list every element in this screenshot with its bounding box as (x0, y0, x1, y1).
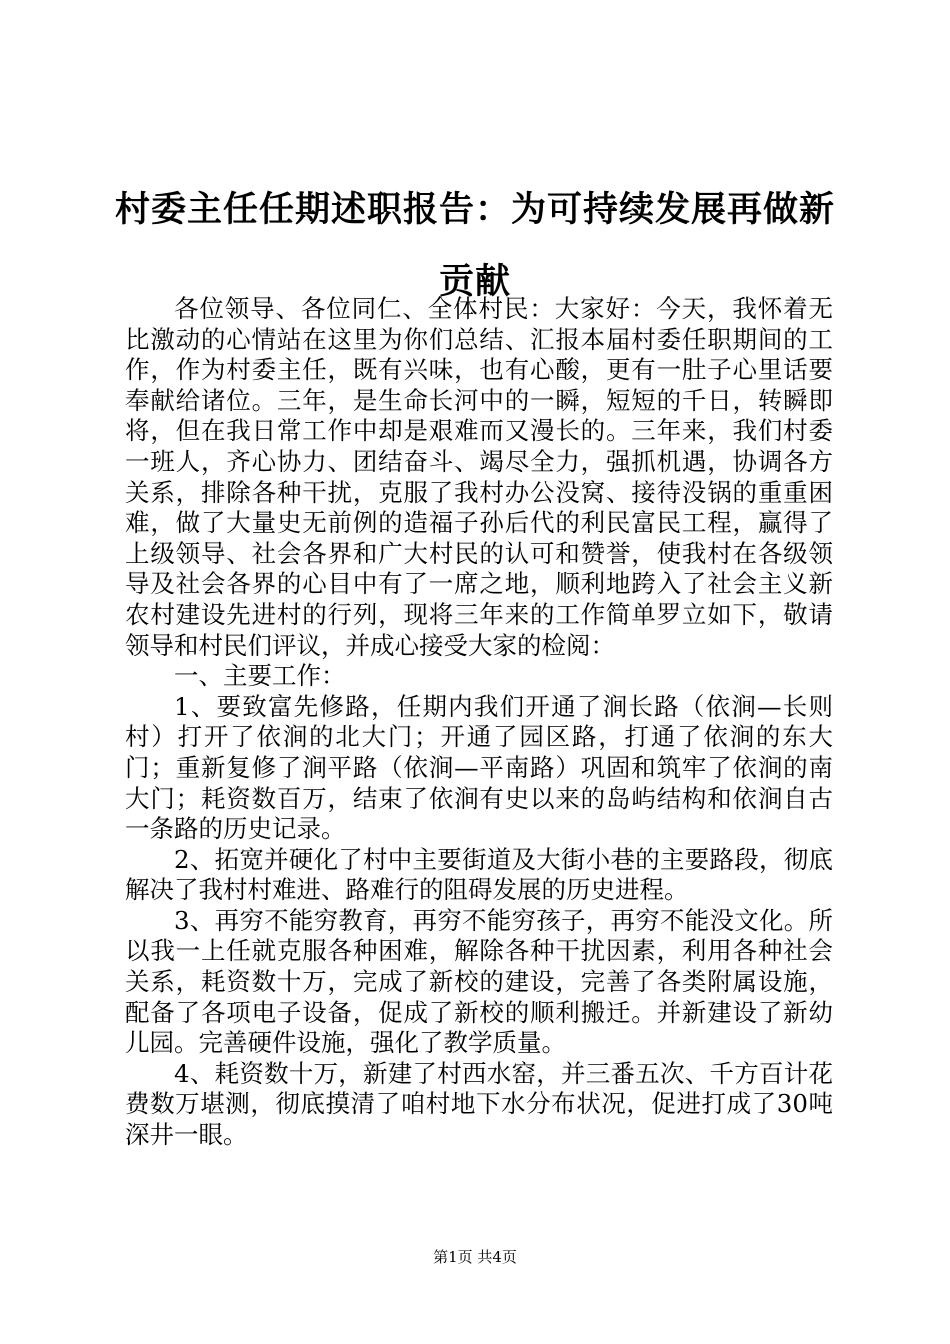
paragraph-intro: 各位领导、各位同仁、全体村民：大家好：今天，我怀着无比激动的心情站在这里为你们总结、汇报本届村委任职期间的工作，作为村委主任，既有兴味，也有心酸，更有一肚子心里话要奉献给诸位。三年，是生命长河中的一瞬，短短的千日，转瞬即将，但在我日常工作中却是艰难而又漫长的。三年来，我们村委一班人，齐心协力、团结奋斗、竭尽全力，强抓机遇，协调各方关系，排除各种干扰，克服了我村办公没窝、接待没锅的重重困难，做了大量史无前例的造福子孙后代的利民富民工程，赢得了上级领导、社会各界和广大村民的认可和赞誉，使我村在各级领导及社会各界的心目中有了一席之地，顺利地跨入了社会主义新农村建设先进村的行列，现将三年来的工作简单罗立如下，敬请领导和村民们评议，并成心接受大家的检阅： (125, 294, 833, 660)
page-number-footer: 第1页 共4页 (433, 1248, 517, 1266)
paragraph-item-4: 4、耗资数十万，新建了村西水窑，并三番五次、千方百计花费数万堪测，彻底摸清了咱村地下水分布状况，促进打成了30吨深井一眼。 (125, 1058, 833, 1150)
paragraph-item-2: 2、拓宽并硬化了村中主要街道及大街小巷的主要路段，彻底解决了我村村难进、路难行的阻碍发展的历史进程。 (125, 844, 833, 905)
paragraph-item-3: 3、再穷不能穷教育，再穷不能穷孩子，再穷不能没文化。所以我一上任就克服各种困难，解除各种干扰因素，利用各种社会关系，耗资数十万，完成了新校的建设，完善了各类附属设施，配备了各项电子设备，促成了新校的顺利搬迁。并新建设了新幼儿园。完善硬件设施，强化了教学质量。 (125, 905, 833, 1058)
paragraph-item-1: 1、要致富先修路，任期内我们开通了涧长路（依涧—长则村）打开了依涧的北大门；开通了园区路，打通了依涧的东大门；重新复修了涧平路（依涧—平南路）巩固和筑牢了依涧的南大门；耗资数百万，结束了依涧有史以来的岛屿结构和依涧自古一条路的历史记录。 (125, 691, 833, 844)
document-title: 村委主任任期述职报告：为可持续发展再做新贡献 (114, 189, 835, 302)
section-heading-main-work: 一、主要工作： (174, 661, 346, 691)
document-body (125, 294, 833, 1151)
